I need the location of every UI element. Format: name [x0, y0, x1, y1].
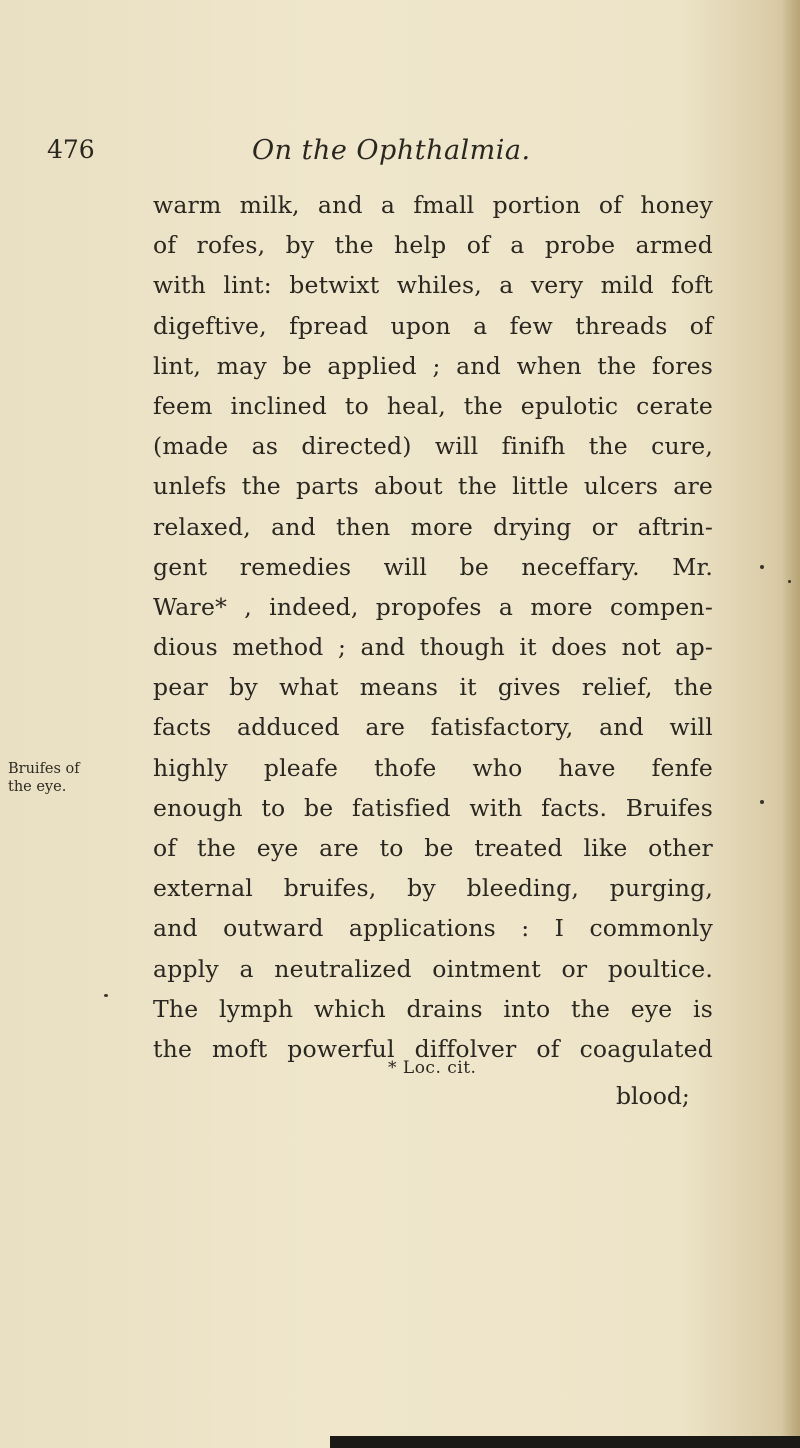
scan-edge-band — [330, 1436, 800, 1448]
text-line: relaxed, and then more drying or aftrin- — [153, 512, 713, 541]
text-line: The lymph which drains into the eye is — [153, 994, 713, 1023]
catchword: blood; — [616, 1082, 690, 1110]
page-header — [0, 135, 800, 175]
text-line: enough to be fatisfied with facts. Bruifes — [153, 793, 713, 822]
page-edge-shadow — [782, 0, 800, 1448]
margin-note — [8, 760, 98, 796]
ink-speck — [760, 565, 764, 569]
footnote: * Loc. cit. — [388, 1058, 477, 1078]
ink-speck — [104, 994, 108, 997]
text-line: digeftive, fpread upon a few threads of — [153, 311, 713, 340]
text-line: of the eye are to be treated like other — [153, 834, 713, 862]
margin-note-line-2: the eye. — [8, 779, 67, 795]
text-line: pear by what means it gives relief, the — [153, 673, 713, 702]
text-line: of rofes, by the help of a probe armed — [153, 231, 713, 260]
text-line: apply a neutralized ointment or poultice. — [153, 954, 713, 983]
text-line: lint, may be applied ; and when the fores — [153, 351, 713, 380]
text-line: highly pleafe thofe who have fenfe — [153, 753, 713, 782]
running-title: On the Ophthalmia. — [252, 135, 531, 166]
body-text — [153, 185, 713, 1069]
text-line: (made as directed) will finifh the cure, — [153, 432, 713, 461]
text-line: Ware* , indeed, propofes a more compen- — [153, 592, 713, 621]
text-line: external bruifes, by bleeding, purging, — [153, 874, 713, 903]
text-line: with lint: betwixt whiles, a very mild foft — [153, 271, 713, 300]
ink-speck — [788, 580, 791, 583]
margin-note-line-1: Bruifes of — [8, 761, 80, 777]
text-line: facts adduced are fatisfactory, and will — [153, 713, 713, 742]
ink-speck — [760, 800, 764, 804]
text-line: gent remedies will be neceffary. Mr. — [153, 552, 713, 581]
page-number: 476 — [47, 135, 95, 164]
text-line: feem inclined to heal, the epulotic cerate — [153, 391, 713, 420]
text-line: the moft powerful diffolver of coagulated — [153, 1034, 713, 1063]
text-line: dious method ; and though it does not ap- — [153, 633, 713, 662]
text-line: warm milk, and a fmall portion of honey — [153, 191, 713, 219]
text-line: unlefs the parts about the little ulcers are — [153, 472, 713, 501]
text-line: and outward applications : I commonly — [153, 914, 713, 943]
